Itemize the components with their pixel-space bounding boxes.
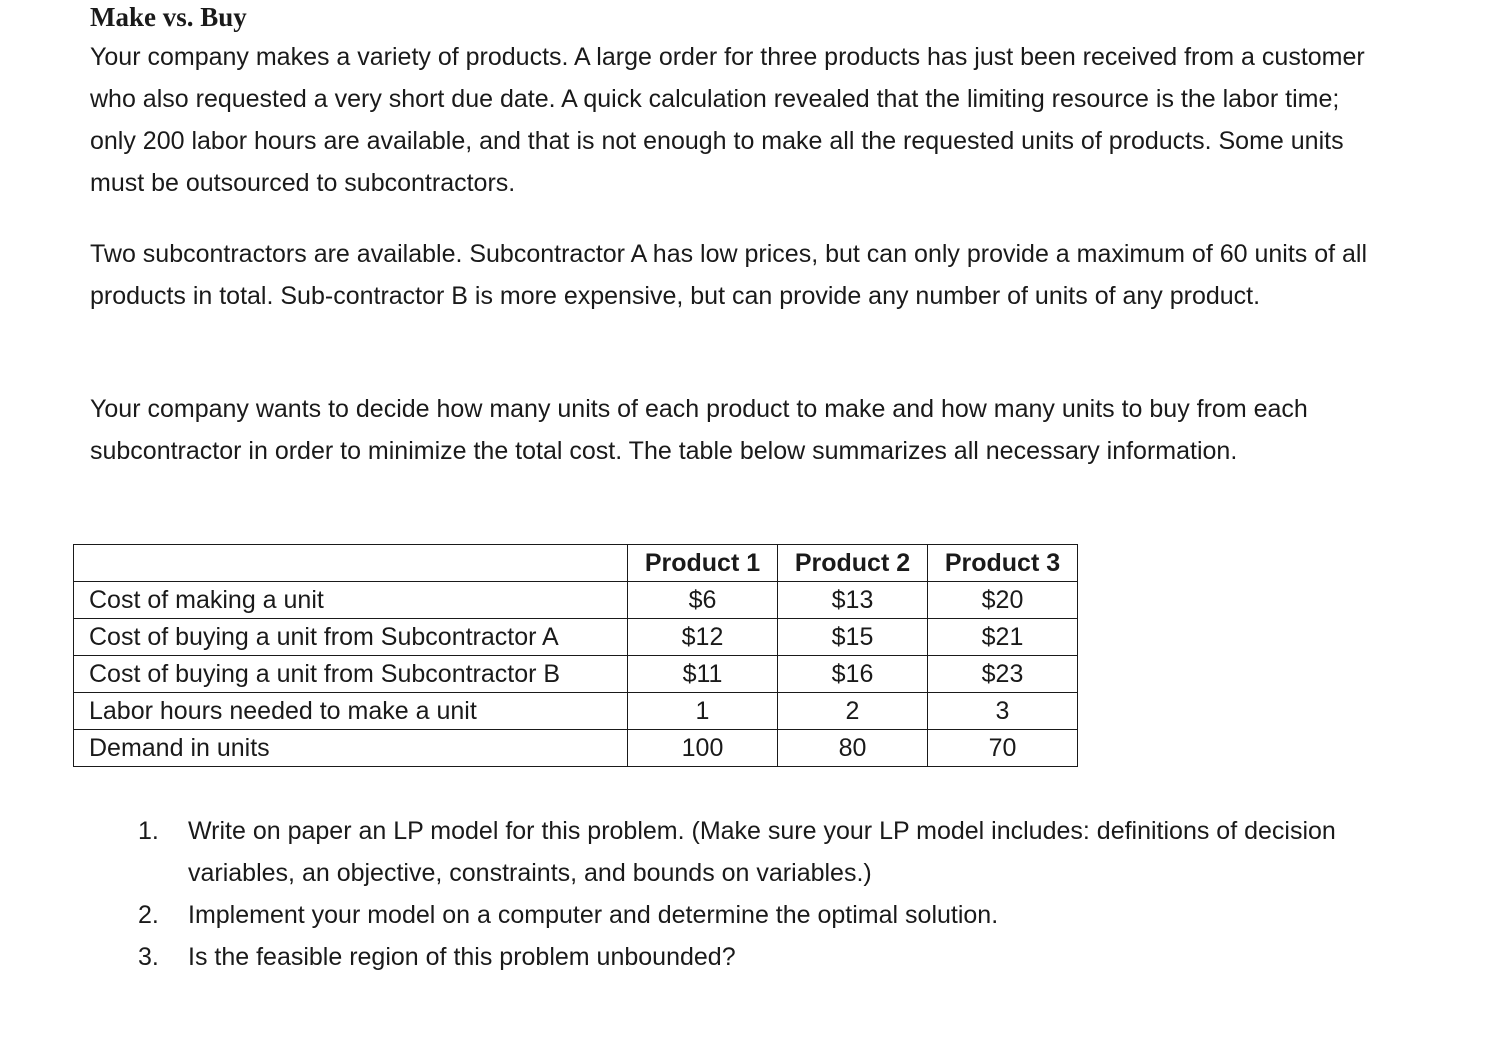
table-cell: $12: [628, 619, 778, 656]
row-label: Cost of buying a unit from Subcontractor A: [74, 619, 628, 656]
table-cell: $23: [928, 656, 1078, 693]
table-row: [74, 619, 1078, 656]
row-label: Cost of making a unit: [74, 582, 628, 619]
question-number: 2.: [138, 901, 159, 929]
table-cell: 2: [778, 693, 928, 730]
question-number: 3.: [138, 943, 159, 971]
subcontractors-paragraph: Two subcontractors are available. Subcontractor A has low prices, but can only provide a maximum of 60 units of all products in total. Sub-contractor B is more expensive, but can provide any number of units of any product.: [90, 240, 1368, 310]
question-text: Implement your model on a computer and determine the optimal solution.: [188, 901, 999, 929]
table-cell: 3: [928, 693, 1078, 730]
table-cell: $15: [778, 619, 928, 656]
table-header-row: [74, 545, 1078, 582]
table-cell: $11: [628, 656, 778, 693]
table-cell: 70: [928, 730, 1078, 767]
objective-paragraph: Your company wants to decide how many units of each product to make and how many units to buy from each subcontractor in order to minimize the total cost. The table below summarizes all necessary information.: [90, 395, 1308, 465]
questions-list: [138, 810, 1378, 978]
table-cell: $16: [778, 656, 928, 693]
table-row: [74, 730, 1078, 767]
table-cell: $6: [628, 582, 778, 619]
question-number: 1.: [138, 817, 159, 845]
row-label: Demand in units: [74, 730, 628, 767]
row-label: Labor hours needed to make a unit: [74, 693, 628, 730]
table-cell: $13: [778, 582, 928, 619]
row-label: Cost of buying a unit from Subcontractor B: [74, 656, 628, 693]
table-header-cell: Product 2: [778, 545, 928, 582]
question-item: [138, 810, 1378, 894]
table-row: [74, 693, 1078, 730]
table-cell: $20: [928, 582, 1078, 619]
question-text: Is the feasible region of this problem unbounded?: [188, 943, 736, 971]
table-cell: 80: [778, 730, 928, 767]
table-row: [74, 582, 1078, 619]
intro-paragraph: Your company makes a variety of products. A large order for three products has just been received from a customer who also requested a very short due date. A quick calculation revealed that the limiting resource is the labor time; only 200 labor hours are available, and that is not enough to make all the requested units of products. Some units must be outsourced to subcontractors.: [90, 43, 1365, 197]
document-title: Make vs. Buy: [90, 2, 247, 32]
table-header-cell: [74, 545, 628, 582]
question-item: [138, 894, 1378, 936]
table-row: [74, 656, 1078, 693]
cost-table: [73, 544, 1078, 767]
table-cell: 1: [628, 693, 778, 730]
table-header-cell: Product 1: [628, 545, 778, 582]
table-cell: $21: [928, 619, 1078, 656]
table-cell: 100: [628, 730, 778, 767]
question-text: Write on paper an LP model for this problem. (Make sure your LP model includes: definitions of decision variables, an objective, constraints, and bounds on variables.): [188, 817, 1336, 887]
table-header-cell: Product 3: [928, 545, 1078, 582]
question-item: [138, 936, 1378, 978]
